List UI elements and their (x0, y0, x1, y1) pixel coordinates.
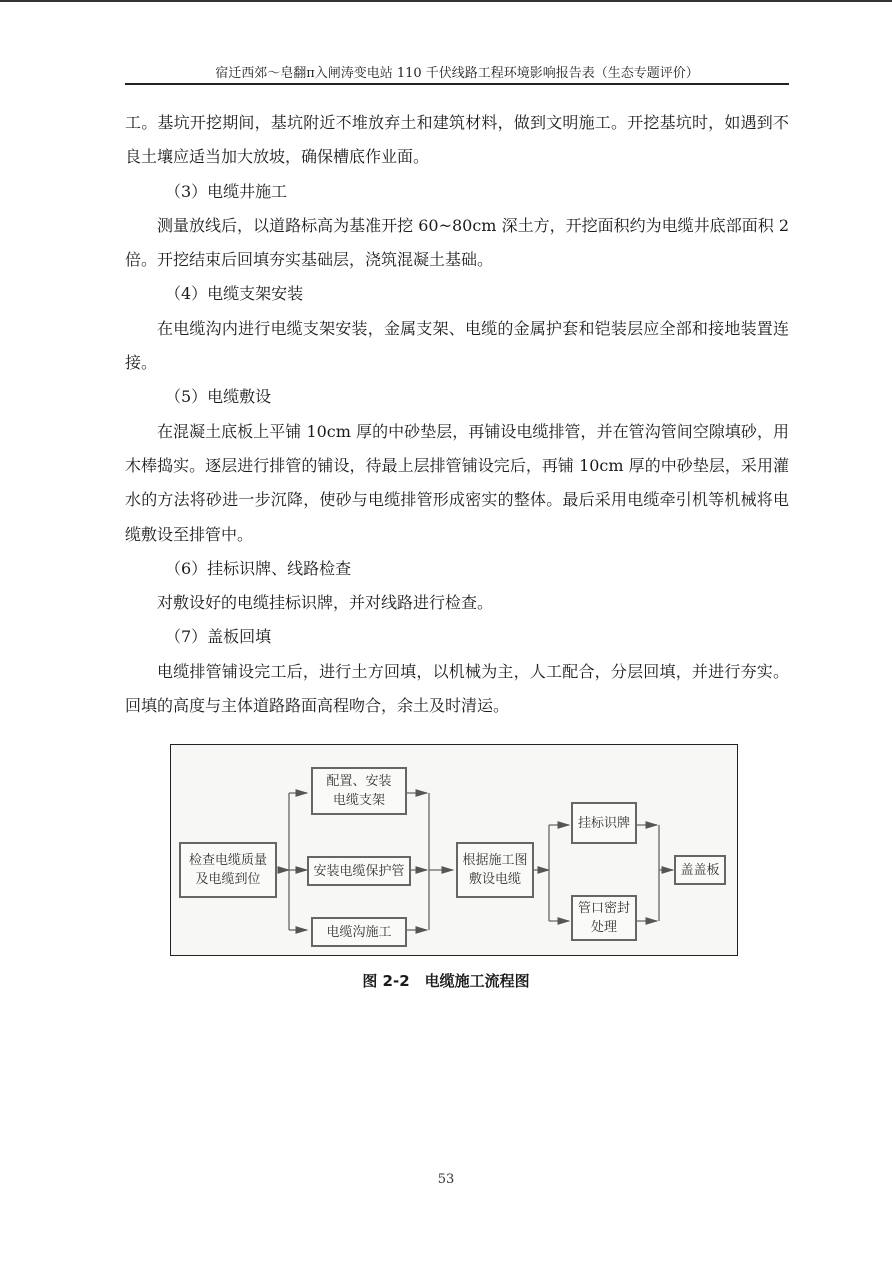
section-heading: （7）盖板回填 (165, 627, 272, 647)
section-heading: （6）挂标识牌、线路检查 (165, 558, 352, 578)
page-number: 53 (437, 1172, 455, 1187)
box-cover-plate: 盖盖板 (674, 855, 726, 885)
paragraph: 对敷设好的电缆挂标识牌，并对线路进行检查。 (157, 593, 494, 613)
box-seal-pipe: 管口密封 处理 (571, 895, 637, 941)
flowchart-figure (170, 744, 738, 956)
section-heading: （5）电缆敷设 (165, 387, 272, 407)
running-header: 宿迁西郊～皂翻π入闸涛变电站 110 千伏线路工程环境影响报告表（生态专题评价） (215, 66, 699, 81)
figure-caption: 图 2-2 电缆施工流程图 (362, 972, 530, 990)
paragraph: 在电缆沟内进行电缆支架安装，金属支架、电缆的金属护套和铠装层应全部和接地装置连接。 (125, 318, 789, 373)
body-text (125, 106, 789, 723)
paragraph: 在混凝土底板上平铺 10cm 厚的中砂垫层，再铺设电缆排管，并在管沟管间空隙填砂，用木棒捣实。逐层进行排管的铺设，待最上层排管铺设完后，再铺 10cm 厚的中砂垫层，采用灌水的方法将砂进一步沉降，使砂与电缆排管形成密实的整体。最后采用电缆牵引机等机械将电缆敷设至排管中。 (125, 421, 789, 544)
header-rule (125, 83, 789, 85)
box-lay-cable: 根据施工图 敷设电缆 (456, 842, 534, 898)
paragraph: 电缆排管铺设完工后，进行土方回填，以机械为主，人工配合，分层回填，并进行夯实。回填的高度与主体道路路面高程吻合，余土及时清运。 (125, 661, 789, 716)
box-hang-sign: 挂标识牌 (571, 802, 637, 844)
paragraph: 测量放线后，以道路标高为基准开挖 60~80cm 深土方，开挖面积约为电缆井底部面积 2 倍。开挖结束后回填夯实基础层，浇筑混凝土基础。 (125, 215, 789, 270)
box-check-cable: 检查电缆质量 及电缆到位 (179, 842, 277, 898)
page-top-border (0, 0, 892, 2)
box-trench-construction: 电缆沟施工 (311, 917, 407, 947)
section-heading: （4）电缆支架安装 (165, 284, 304, 304)
paragraph: 工。基坑开挖期间，基坑附近不堆放弃土和建筑材料，做到文明施工。开挖基坑时，如遇到不良土壤应适当加大放坡，确保槽底作业面。 (125, 113, 789, 167)
section-heading: （3）电缆井施工 (165, 181, 288, 201)
box-install-conduit: 安装电缆保护管 (307, 856, 411, 886)
box-install-bracket: 配置、安装 电缆支架 (311, 767, 407, 815)
